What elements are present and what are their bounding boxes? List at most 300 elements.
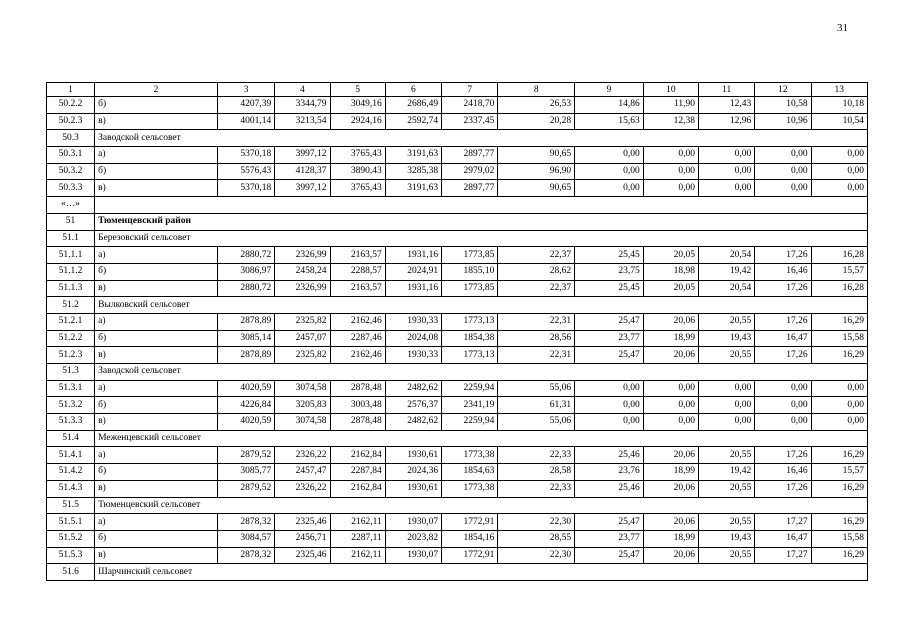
value-cell: 0,00 (575, 414, 644, 431)
value-cell: 0,00 (811, 397, 867, 414)
value-cell: 18,99 (643, 464, 698, 481)
section-code-cell: 50.3 (47, 130, 95, 147)
row-label-cell: в) (95, 113, 218, 130)
row-label-cell: б) (95, 97, 218, 114)
value-cell: 2326,99 (275, 247, 330, 264)
row-label-cell: б) (95, 464, 218, 481)
value-cell: 5370,18 (217, 147, 274, 164)
column-number-cell: 5 (330, 83, 385, 97)
table-row (47, 480, 868, 497)
section-row (47, 564, 868, 581)
value-cell: 2686,49 (385, 97, 441, 114)
value-cell: 18,98 (643, 263, 698, 280)
value-cell: 0,00 (698, 380, 754, 397)
row-label-cell: б) (95, 530, 218, 547)
value-cell: 2341,19 (442, 397, 498, 414)
value-cell: 2979,02 (442, 163, 498, 180)
value-cell: 10,58 (755, 97, 811, 114)
section-title-cell: Меженцевский сельсовет (95, 430, 868, 447)
value-cell: 0,00 (643, 397, 698, 414)
value-cell: 3765,43 (330, 147, 385, 164)
value-cell: 17,27 (755, 514, 811, 531)
value-cell: 4020,59 (217, 380, 274, 397)
value-cell: 1930,07 (385, 547, 441, 564)
value-cell: 5576,43 (217, 163, 274, 180)
table-row (47, 163, 868, 180)
value-cell: 2024,91 (385, 263, 441, 280)
value-cell: 20,06 (643, 547, 698, 564)
column-number-cell: 9 (575, 83, 644, 97)
value-cell: 2878,89 (217, 313, 274, 330)
value-cell: 20,55 (698, 347, 754, 364)
value-cell: 20,55 (698, 480, 754, 497)
row-code-cell: 51.5.2 (47, 530, 95, 547)
column-number-cell: 13 (811, 83, 867, 97)
value-cell: 25,45 (575, 280, 644, 297)
value-cell: 2024,08 (385, 330, 441, 347)
value-cell: 0,00 (755, 414, 811, 431)
value-cell: 2162,11 (330, 514, 385, 531)
value-cell: 1854,63 (442, 464, 498, 481)
row-code-cell: 51.5.1 (47, 514, 95, 531)
value-cell: 20,06 (643, 514, 698, 531)
value-cell: 3049,16 (330, 97, 385, 114)
value-cell: 16,46 (755, 464, 811, 481)
value-cell: 16,28 (811, 247, 867, 264)
row-label-cell: а) (95, 147, 218, 164)
value-cell: 22,31 (498, 347, 575, 364)
value-cell: 14,86 (575, 97, 644, 114)
column-number-cell: 8 (498, 83, 575, 97)
value-cell: 16,29 (811, 313, 867, 330)
column-number-cell: 3 (217, 83, 274, 97)
value-cell: 11,90 (643, 97, 698, 114)
value-cell: 20,55 (698, 514, 754, 531)
value-cell: 16,28 (811, 280, 867, 297)
value-cell: 20,54 (698, 280, 754, 297)
row-label-cell: в) (95, 414, 218, 431)
value-cell: 0,00 (811, 163, 867, 180)
value-cell: 1773,13 (442, 313, 498, 330)
value-cell: 1773,85 (442, 280, 498, 297)
row-label-cell: а) (95, 313, 218, 330)
row-code-cell: 51.3.2 (47, 397, 95, 414)
omission-row (47, 197, 868, 214)
section-row (47, 230, 868, 247)
value-cell: 23,76 (575, 464, 644, 481)
value-cell: 2456,71 (275, 530, 330, 547)
value-cell: 2287,11 (330, 530, 385, 547)
value-cell: 20,06 (643, 313, 698, 330)
value-cell: 16,29 (811, 447, 867, 464)
value-cell: 2325,82 (275, 313, 330, 330)
value-cell: 17,26 (755, 480, 811, 497)
value-cell: 0,00 (755, 380, 811, 397)
value-cell: 2288,57 (330, 263, 385, 280)
section-row (47, 430, 868, 447)
table-row (47, 313, 868, 330)
value-cell: 20,05 (643, 247, 698, 264)
value-cell: 22,33 (498, 447, 575, 464)
value-cell: 22,30 (498, 547, 575, 564)
value-cell: 3344,79 (275, 97, 330, 114)
value-cell: 0,00 (755, 180, 811, 197)
column-number-cell: 11 (698, 83, 754, 97)
value-cell: 15,57 (811, 464, 867, 481)
value-cell: 2878,48 (330, 380, 385, 397)
value-cell: 19,43 (698, 530, 754, 547)
value-cell: 3191,63 (385, 180, 441, 197)
table-row (47, 97, 868, 114)
value-cell: 2325,46 (275, 514, 330, 531)
column-number-cell: 7 (442, 83, 498, 97)
section-row (47, 497, 868, 514)
value-cell: 0,00 (643, 163, 698, 180)
section-code-cell: 51.3 (47, 364, 95, 381)
value-cell: 55,06 (498, 414, 575, 431)
value-cell: 28,55 (498, 530, 575, 547)
value-cell: 4226,84 (217, 397, 274, 414)
value-cell: 61,31 (498, 397, 575, 414)
value-cell: 15,63 (575, 113, 644, 130)
value-cell: 28,56 (498, 330, 575, 347)
value-cell: 0,00 (575, 380, 644, 397)
value-cell: 0,00 (575, 147, 644, 164)
value-cell: 1773,13 (442, 347, 498, 364)
section-code-cell: 51.6 (47, 564, 95, 581)
value-cell: 15,58 (811, 530, 867, 547)
value-cell: 0,00 (811, 380, 867, 397)
value-cell: 23,77 (575, 330, 644, 347)
section-row (47, 130, 868, 147)
value-cell: 12,96 (698, 113, 754, 130)
row-code-cell: 51.2.1 (47, 313, 95, 330)
value-cell: 25,47 (575, 547, 644, 564)
row-code-cell: 51.4.2 (47, 464, 95, 481)
row-label-cell: а) (95, 247, 218, 264)
omission-blank-cell (95, 197, 868, 214)
value-cell: 20,06 (643, 480, 698, 497)
value-cell: 2024,36 (385, 464, 441, 481)
value-cell: 2162,84 (330, 447, 385, 464)
value-cell: 2162,46 (330, 313, 385, 330)
row-label-cell: в) (95, 480, 218, 497)
row-label-cell: б) (95, 263, 218, 280)
row-label-cell: б) (95, 397, 218, 414)
value-cell: 20,05 (643, 280, 698, 297)
section-code-cell: 51.1 (47, 230, 95, 247)
value-cell: 16,29 (811, 547, 867, 564)
value-cell: 2482,62 (385, 414, 441, 431)
value-cell: 2259,94 (442, 414, 498, 431)
value-cell: 12,38 (643, 113, 698, 130)
value-cell: 23,77 (575, 530, 644, 547)
value-cell: 3085,77 (217, 464, 274, 481)
value-cell: 17,26 (755, 280, 811, 297)
value-cell: 28,62 (498, 263, 575, 280)
value-cell: 0,00 (811, 414, 867, 431)
row-code-cell: 51.1.3 (47, 280, 95, 297)
value-cell: 3074,58 (275, 414, 330, 431)
value-cell: 90,65 (498, 147, 575, 164)
value-cell: 17,26 (755, 447, 811, 464)
value-cell: 2879,52 (217, 480, 274, 497)
value-cell: 17,26 (755, 347, 811, 364)
value-cell: 3997,12 (275, 147, 330, 164)
row-code-cell: 51.4.1 (47, 447, 95, 464)
value-cell: 1855,10 (442, 263, 498, 280)
value-cell: 22,37 (498, 280, 575, 297)
table-body (47, 83, 868, 581)
section-code-cell: 51.5 (47, 497, 95, 514)
table-row (47, 147, 868, 164)
value-cell: 0,00 (575, 397, 644, 414)
value-cell: 2880,72 (217, 247, 274, 264)
value-cell: 16,29 (811, 480, 867, 497)
table-row (47, 347, 868, 364)
section-row (47, 364, 868, 381)
value-cell: 2162,46 (330, 347, 385, 364)
value-cell: 22,30 (498, 514, 575, 531)
value-cell: 2878,48 (330, 414, 385, 431)
row-code-cell: 51.3.3 (47, 414, 95, 431)
row-code-cell: 51.1.2 (47, 263, 95, 280)
value-cell: 0,00 (643, 180, 698, 197)
value-cell: 0,00 (643, 414, 698, 431)
value-cell: 1931,16 (385, 280, 441, 297)
value-cell: 16,29 (811, 347, 867, 364)
value-cell: 16,29 (811, 514, 867, 531)
row-label-cell: а) (95, 380, 218, 397)
value-cell: 10,18 (811, 97, 867, 114)
section-title-cell: Заводской сельсовет (95, 364, 868, 381)
row-label-cell: в) (95, 347, 218, 364)
omission-marker-cell: «…» (47, 197, 95, 214)
value-cell: 3997,12 (275, 180, 330, 197)
value-cell: 2878,32 (217, 547, 274, 564)
value-cell: 2878,89 (217, 347, 274, 364)
row-code-cell: 51.5.3 (47, 547, 95, 564)
district-row (47, 213, 868, 230)
value-cell: 0,00 (755, 163, 811, 180)
value-cell: 4001,14 (217, 113, 274, 130)
value-cell: 3890,43 (330, 163, 385, 180)
value-cell: 90,65 (498, 180, 575, 197)
value-cell: 1854,38 (442, 330, 498, 347)
value-cell: 12,43 (698, 97, 754, 114)
column-number-row (47, 83, 868, 97)
value-cell: 3205,83 (275, 397, 330, 414)
value-cell: 3086,97 (217, 263, 274, 280)
table-row (47, 447, 868, 464)
value-cell: 20,54 (698, 247, 754, 264)
row-code-cell: 51.1.1 (47, 247, 95, 264)
table-row (47, 113, 868, 130)
district-title-cell: Тюменцевский район (95, 213, 868, 230)
value-cell: 25,47 (575, 514, 644, 531)
value-cell: 4207,39 (217, 97, 274, 114)
value-cell: 0,00 (698, 414, 754, 431)
value-cell: 4128,37 (275, 163, 330, 180)
value-cell: 1854,16 (442, 530, 498, 547)
value-cell: 0,00 (698, 180, 754, 197)
value-cell: 2325,82 (275, 347, 330, 364)
value-cell: 3213,54 (275, 113, 330, 130)
section-title-cell: Заводской сельсовет (95, 130, 868, 147)
value-cell: 17,26 (755, 313, 811, 330)
value-cell: 2163,57 (330, 247, 385, 264)
section-title-cell: Вылковский сельсовет (95, 297, 868, 314)
value-cell: 20,06 (643, 447, 698, 464)
value-cell: 16,46 (755, 263, 811, 280)
value-cell: 1930,61 (385, 480, 441, 497)
value-cell: 2287,84 (330, 464, 385, 481)
value-cell: 2337,45 (442, 113, 498, 130)
value-cell: 20,28 (498, 113, 575, 130)
value-cell: 2326,99 (275, 280, 330, 297)
value-cell: 0,00 (811, 180, 867, 197)
value-cell: 2576,37 (385, 397, 441, 414)
page-number: 31 (837, 22, 848, 34)
row-code-cell: 50.3.3 (47, 180, 95, 197)
value-cell: 3085,14 (217, 330, 274, 347)
value-cell: 1930,07 (385, 514, 441, 531)
value-cell: 3191,63 (385, 147, 441, 164)
column-number-cell: 10 (643, 83, 698, 97)
value-cell: 3003,48 (330, 397, 385, 414)
value-cell: 0,00 (698, 163, 754, 180)
row-label-cell: в) (95, 547, 218, 564)
value-cell: 4020,59 (217, 414, 274, 431)
value-cell: 19,43 (698, 330, 754, 347)
value-cell: 22,33 (498, 480, 575, 497)
value-cell: 2592,74 (385, 113, 441, 130)
row-code-cell: 51.4.3 (47, 480, 95, 497)
value-cell: 10,54 (811, 113, 867, 130)
value-cell: 2163,57 (330, 280, 385, 297)
value-cell: 2326,22 (275, 447, 330, 464)
value-cell: 0,00 (755, 397, 811, 414)
value-cell: 3084,57 (217, 530, 274, 547)
value-cell: 0,00 (811, 147, 867, 164)
column-number-cell: 2 (95, 83, 218, 97)
value-cell: 96,90 (498, 163, 575, 180)
value-cell: 1773,38 (442, 447, 498, 464)
value-cell: 0,00 (755, 147, 811, 164)
table-row (47, 464, 868, 481)
row-label-cell: а) (95, 514, 218, 531)
value-cell: 25,46 (575, 447, 644, 464)
column-number-cell: 1 (47, 83, 95, 97)
value-cell: 19,42 (698, 263, 754, 280)
value-cell: 2457,07 (275, 330, 330, 347)
value-cell: 2458,24 (275, 263, 330, 280)
section-title-cell: Березовский сельсовет (95, 230, 868, 247)
value-cell: 1773,38 (442, 480, 498, 497)
table-row (47, 280, 868, 297)
value-cell: 10,96 (755, 113, 811, 130)
value-cell: 2325,46 (275, 547, 330, 564)
value-cell: 2878,32 (217, 514, 274, 531)
value-cell: 18,99 (643, 330, 698, 347)
value-cell: 1931,16 (385, 247, 441, 264)
value-cell: 15,57 (811, 263, 867, 280)
value-cell: 2418,70 (442, 97, 498, 114)
value-cell: 2162,11 (330, 547, 385, 564)
value-cell: 1930,61 (385, 447, 441, 464)
value-cell: 0,00 (698, 397, 754, 414)
section-title-cell: Тюменцевский сельсовет (95, 497, 868, 514)
row-code-cell: 50.3.2 (47, 163, 95, 180)
value-cell: 2023,82 (385, 530, 441, 547)
section-row (47, 297, 868, 314)
data-table (46, 82, 868, 581)
value-cell: 19,42 (698, 464, 754, 481)
table-row (47, 330, 868, 347)
value-cell: 0,00 (643, 147, 698, 164)
district-code-cell: 51 (47, 213, 95, 230)
row-code-cell: 51.3.1 (47, 380, 95, 397)
value-cell: 22,37 (498, 247, 575, 264)
value-cell: 16,47 (755, 330, 811, 347)
value-cell: 17,26 (755, 247, 811, 264)
value-cell: 0,00 (575, 180, 644, 197)
value-cell: 2287,46 (330, 330, 385, 347)
value-cell: 16,47 (755, 530, 811, 547)
value-cell: 2880,72 (217, 280, 274, 297)
value-cell: 22,31 (498, 313, 575, 330)
value-cell: 1773,85 (442, 247, 498, 264)
value-cell: 0,00 (575, 163, 644, 180)
value-cell: 55,06 (498, 380, 575, 397)
table-row (47, 180, 868, 197)
value-cell: 2326,22 (275, 480, 330, 497)
row-label-cell: б) (95, 330, 218, 347)
value-cell: 2259,94 (442, 380, 498, 397)
value-cell: 5370,18 (217, 180, 274, 197)
value-cell: 2457,47 (275, 464, 330, 481)
column-number-cell: 6 (385, 83, 441, 97)
value-cell: 2924,16 (330, 113, 385, 130)
value-cell: 2897,77 (442, 147, 498, 164)
value-cell: 25,45 (575, 247, 644, 264)
value-cell: 26,53 (498, 97, 575, 114)
value-cell: 25,47 (575, 313, 644, 330)
table-row (47, 530, 868, 547)
value-cell: 25,46 (575, 480, 644, 497)
row-label-cell: в) (95, 280, 218, 297)
row-code-cell: 51.2.3 (47, 347, 95, 364)
table-row (47, 263, 868, 280)
value-cell: 20,55 (698, 447, 754, 464)
row-code-cell: 50.3.1 (47, 147, 95, 164)
section-code-cell: 51.2 (47, 297, 95, 314)
row-code-cell: 50.2.2 (47, 97, 95, 114)
value-cell: 15,58 (811, 330, 867, 347)
table-row (47, 514, 868, 531)
value-cell: 23,75 (575, 263, 644, 280)
value-cell: 1772,91 (442, 547, 498, 564)
value-cell: 20,06 (643, 347, 698, 364)
value-cell: 2879,52 (217, 447, 274, 464)
table-row (47, 380, 868, 397)
column-number-cell: 12 (755, 83, 811, 97)
row-code-cell: 50.2.3 (47, 113, 95, 130)
value-cell: 18,99 (643, 530, 698, 547)
value-cell: 1772,91 (442, 514, 498, 531)
value-cell: 28,58 (498, 464, 575, 481)
value-cell: 17,27 (755, 547, 811, 564)
